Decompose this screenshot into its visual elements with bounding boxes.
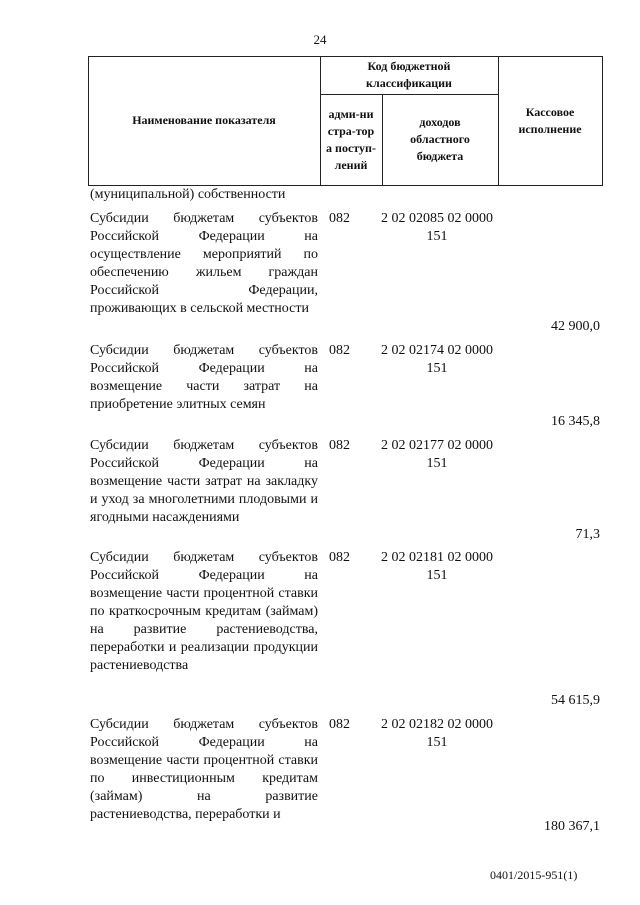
table-row-admin: 082 xyxy=(329,550,350,565)
table-row-amount: 42 900,0 xyxy=(551,319,600,334)
table-row-code: 2 02 02085 02 0000 151 xyxy=(381,211,493,244)
table-row-name: Субсидии бюджетам субъектов Российской Федерации на возмещение части затрат на приобретение элитных семян xyxy=(90,343,318,412)
header-income-column: доходов областного бюджета xyxy=(410,115,470,163)
table-row-code: 2 02 02174 02 0000 151 xyxy=(381,343,493,376)
table-row-name: Субсидии бюджетам субъектов Российской Федерации на возмещение части процентной ставки по инвестиционным кредитам (займам) на развитие растениеводства, переработки и xyxy=(90,717,318,822)
table-row-name: Субсидии бюджетам субъектов Российской Федерации на осуществление мероприятий по обеспечению жильем граждан Российской Федерации, проживающих в сельской местности xyxy=(90,211,318,316)
table-row-code: 2 02 02182 02 0000 151 xyxy=(381,717,493,750)
table-row-code: 2 02 02177 02 0000 151 xyxy=(381,438,493,471)
table-row-admin: 082 xyxy=(329,717,350,732)
table-header xyxy=(88,56,603,186)
table-row-name: Субсидии бюджетам субъектов Российской Федерации на возмещение части затрат на закладку и уход за многолетними плодовыми и ягодными насаждениями xyxy=(90,438,318,525)
table-row-admin: 082 xyxy=(329,343,350,358)
header-admin-column: адми-нистра-тора поступ-лений xyxy=(326,106,376,172)
table-row-admin: 082 xyxy=(329,211,350,226)
document-code: 0401/2015-951(1) xyxy=(490,868,578,882)
table-row-amount: 180 367,1 xyxy=(544,819,600,834)
page-number: 24 xyxy=(313,32,327,47)
header-name-column: Наименование показателя xyxy=(132,113,276,127)
header-code-group: Код бюджетной классификации xyxy=(366,59,452,90)
table-row-amount: 71,3 xyxy=(575,527,600,542)
table-row-code: 2 02 02181 02 0000 151 xyxy=(381,550,493,583)
table-row-amount: 54 615,9 xyxy=(551,693,600,708)
table-row-amount: 16 345,8 xyxy=(551,414,600,429)
continuation-text: (муниципальной) собственности xyxy=(90,187,286,202)
table-row-name: Субсидии бюджетам субъектов Российской Федерации на возмещение части процентной ставки по краткосрочным кредитам (займам) на развитие растениеводства, переработки и реализации продукции растениеводства xyxy=(90,550,318,673)
header-execution-column: Кассовое исполнение xyxy=(518,104,582,136)
table-row-admin: 082 xyxy=(329,438,350,453)
